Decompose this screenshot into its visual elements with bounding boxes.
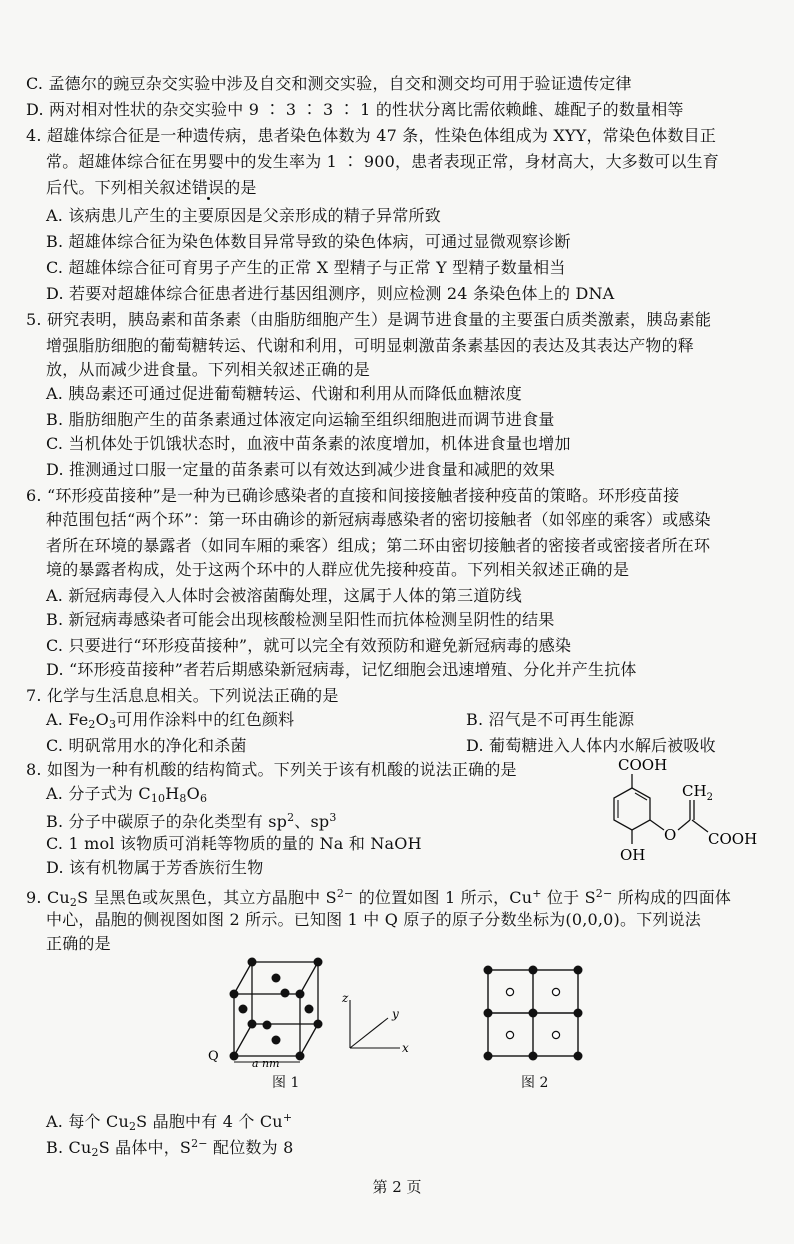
figure-2-caption: 图 2 bbox=[521, 1075, 549, 1091]
q6-option-c: C. 只要进行“环形疫苗接种”，就可以完全有效预防和避免新冠病毒的感染 bbox=[46, 636, 572, 655]
q6-option-d: D. “环形疫苗接种”者若后期感染新冠病毒，记忆细胞会迅速增殖、分化并产生抗体 bbox=[46, 660, 637, 679]
q4-emphasis-wrong: 错误 bbox=[191, 178, 225, 197]
bond-ether-left bbox=[650, 820, 664, 830]
q4-stem-line1: 4. 超雄体综合征是一种遗传病，患者染色体数为 47 条，性染色体组成为 XYY，常染色体数目正 bbox=[26, 126, 717, 145]
q3-option-d: D. 两对相对性状的杂交实验中 9 ∶ 3 ∶ 3 ∶ 1 的性状分离比需依赖雌、雄配子的数量相等 bbox=[26, 100, 684, 119]
q6-stem-line1: 6. “环形疫苗接种”是一种为已确诊感染者的直接和间接接触者接种疫苗的策略。环形疫苗接 bbox=[26, 486, 680, 505]
q5-stem-line2: 增强脂肪细胞的葡萄糖转运、代谢和利用，可明显刺激苗条素基因的表达及其表达产物的释 bbox=[46, 336, 695, 355]
q6-option-b: B. 新冠病毒感染者可能会出现核酸检测呈阳性而抗体检测呈阴性的结果 bbox=[46, 610, 555, 629]
q7-stem: 7. 化学与生活息息相关。下列说法正确的是 bbox=[26, 686, 339, 705]
q8-stem: 8. 如图为一种有机酸的结构简式。下列关于该有机酸的说法正确的是 bbox=[26, 760, 517, 779]
q8-option-c: C. 1 mol 该物质可消耗等物质的量的 Na 和 NaOH bbox=[46, 834, 422, 853]
q4-option-b: B. 超雄体综合征为染色体数目异常导致的染色体病，可通过显微观察诊断 bbox=[46, 232, 571, 251]
q4-option-d: D. 若要对超雄体综合征患者进行基因组测序，则应检测 24 条染色体上的 DNA bbox=[46, 284, 615, 303]
cooh-top-label: COOH bbox=[618, 756, 668, 774]
q4-stem-line3 bbox=[46, 176, 794, 200]
q6-stem-line3: 者所在环境的暴露者（如同车厢的乘客）组成；第二环由密切接触者的密接者或密接者所在环 bbox=[46, 536, 711, 555]
ch2-label: $CH_2$ bbox=[682, 782, 713, 803]
bond-ether-right bbox=[678, 820, 690, 830]
q7-row1 bbox=[46, 708, 794, 737]
figure-1-unit-cell bbox=[200, 956, 430, 1068]
q9-stem-line1: 9. $Cu_2S$ 呈黑色或灰黑色，其立方晶胞中 $S^{2-}$ 的位置如图 1 所示，Cu+ 位于 $S^{2-}$ 所构成的四面体 bbox=[26, 887, 732, 909]
figure-1-caption: 图 1 bbox=[272, 1075, 300, 1091]
q-atom-label: Q bbox=[208, 1049, 219, 1064]
q4-option-a: A. 该病患儿产生的主要原因是父亲形成的精子异常所致 bbox=[46, 206, 441, 225]
q6-stem-line2: 种范围包括“两个环”：第一环由确诊的新冠病毒感染者的密切接触者（如邻座的乘客）或感染 bbox=[46, 510, 711, 529]
q9-stem-line3: 正确的是 bbox=[46, 934, 111, 953]
page-number: 第 2 页 bbox=[372, 1178, 422, 1196]
q5-option-c: C. 当机体处于饥饿状态时，血液中苗条素的浓度增加，机体进食量也增加 bbox=[46, 434, 571, 453]
q5-stem-line1: 5. 研究表明，胰岛素和苗条素（由脂肪细胞产生）是调节进食量的主要蛋白质类激素，胰岛素能 bbox=[26, 310, 712, 329]
ring-double-1 bbox=[635, 793, 647, 800]
q7-option-b: B. 沼气是不可再生能源 bbox=[466, 710, 635, 729]
q7-option-a: A. $Fe_2O_3$可用作涂料中的红色颜料 bbox=[46, 710, 295, 731]
q4-stem-end: 的是 bbox=[224, 178, 257, 197]
q4-stem-line2: 常。超雄体综合征在男婴中的发生率为 1 ∶ 900，患者表现正常，身材高大，大多数可以生育 bbox=[46, 152, 719, 171]
q8-option-d: D. 该有机物属于芳香族衍生物 bbox=[46, 858, 264, 877]
figure-2-side-view bbox=[478, 964, 588, 1064]
q4-option-c: C. 超雄体综合征可育男子产生的正常 X 型精子与正常 Y 型精子数量相当 bbox=[46, 258, 566, 277]
q4-stem-text: 后代。下列相关叙述 bbox=[46, 178, 192, 197]
q6-option-a: A. 新冠病毒侵入人体时会被溶菌酶处理，这属于人体的第三道防线 bbox=[46, 586, 522, 605]
axis-y-label: y bbox=[392, 1007, 399, 1021]
q7-option-d: D. 葡萄糖进入人体内水解后被吸收 bbox=[466, 736, 716, 755]
q9-stem-line2: 中心，晶胞的侧视图如图 2 所示。已知图 1 中 Q 原子的原子分数坐标为(0,0,0)。下列说法 bbox=[46, 910, 701, 929]
cooh-right-label: COOH bbox=[708, 830, 758, 848]
q8-option-a: A. 分子式为 $C_{10}H_8O_6$ bbox=[46, 784, 208, 805]
organic-acid-structure bbox=[590, 752, 770, 870]
q5-option-d: D. 推测通过口服一定量的苗条素可以有效达到减少进食量和减肥的效果 bbox=[46, 460, 556, 479]
ether-o-label: O bbox=[664, 826, 677, 844]
axis-z-label: z bbox=[342, 991, 349, 1005]
lattice-label: a nm bbox=[252, 1057, 280, 1068]
q6-stem-line4: 境的暴露者构成，处于这两个环中的人群应优先接种疫苗。下列相关叙述正确的是 bbox=[46, 560, 630, 579]
bond-cooh-right bbox=[692, 820, 708, 832]
q9-option-a: A. 每个 $Cu_2S$ 晶胞中有 4 个 Cu+ bbox=[46, 1111, 293, 1133]
q7-option-c: C. 明矾常用水的净化和杀菌 bbox=[46, 736, 247, 755]
q5-stem-line3: 放，从而减少进食量。下列相关叙述正确的是 bbox=[46, 360, 371, 379]
q5-option-a: A. 胰岛素还可通过促进葡萄糖转运、代谢和利用从而降低血糖浓度 bbox=[46, 384, 522, 403]
q5-option-b: B. 脂肪细胞产生的苗条素通过体液定向运输至组织细胞进而调节进食量 bbox=[46, 410, 555, 429]
axis-x-label: x bbox=[402, 1041, 409, 1055]
q3-option-c: C. 孟德尔的豌豆杂交实验中涉及自交和测交实验，自交和测交均可用于验证遗传定律 bbox=[26, 74, 632, 93]
q9-option-b: B. $Cu_2S$ 晶体中，$S^{2-}$ 配位数为 8 bbox=[46, 1137, 294, 1159]
ring-bonds bbox=[614, 788, 650, 830]
oh-label: OH bbox=[620, 846, 646, 864]
q8-option-b: B. 分子中碳原子的杂化类型有 $sp^2$、$sp^3$ bbox=[46, 811, 337, 831]
s2-ions bbox=[230, 958, 323, 1061]
